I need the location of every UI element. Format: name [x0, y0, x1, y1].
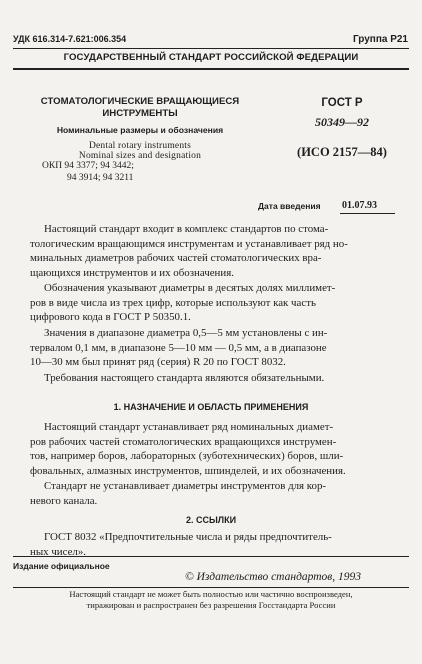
group-code: Группа Р21 — [352, 34, 408, 45]
text-line: тов, например боров, лабораторных (зуботехнических) боров, шли- — [30, 450, 344, 463]
header-rule-bottom — [13, 68, 409, 70]
standard-header: ГОСУДАРСТВЕННЫЙ СТАНДАРТ РОССИЙСКОЙ ФЕДЕРАЦИИ — [63, 52, 359, 63]
document-title-line1: СТОМАТОЛОГИЧЕСКИЕ ВРАЩАЮЩИЕСЯ — [40, 96, 240, 107]
english-title-line2: Nominal sizes and designation — [78, 151, 202, 161]
english-title-line1: Dental rotary instruments — [88, 141, 192, 151]
paragraph-ranges — [30, 326, 405, 370]
paragraph-requirements — [30, 371, 405, 386]
paragraph-references — [30, 530, 405, 559]
text-line: ров в виде числа из трех цифр, которые используют как часть — [30, 296, 316, 309]
paragraph-scope — [30, 222, 405, 281]
gost-label: ГОСТ Р — [321, 97, 363, 109]
gost-number: 50349—92 — [315, 115, 369, 129]
text-line: Значения в диапазоне диаметра 0,5—5 мм установлены с ин- — [44, 327, 328, 339]
copyright-note-line2: тиражирован и распространен без разрешения Госстандарта России — [86, 600, 336, 610]
paragraph-designations — [30, 281, 405, 325]
intro-date-underline — [340, 213, 395, 214]
document-subtitle: Номинальные размеры и обозначения — [56, 125, 224, 135]
text-line: тологическим вращающимся инструментам и устанавливает ряд но- — [30, 237, 348, 250]
intro-date-value: 01.07.93 — [342, 200, 377, 211]
publisher-copyright: © Издательство стандартов, 1993 — [185, 571, 362, 583]
udk-code: УДК 616.314-7.621:006.354 — [13, 34, 127, 44]
iso-reference: (ИСО 2157—84) — [297, 145, 387, 159]
footer-rule — [13, 556, 409, 557]
text-line: ных чисел». — [30, 545, 87, 558]
okp-codes-line1: ОКП 94 3377; 94 3442; — [42, 161, 134, 171]
paragraph-exclusion — [30, 479, 405, 508]
text-line: тервалом 0,1 мм, в диапазоне 5—10 мм — 0,5 мм, а в диапазоне — [30, 341, 327, 354]
text-line: фовальных, алмазных инструментов, шпинделей, и их обозначения. — [30, 465, 346, 478]
text-line: минальных диаметров рабочих частей стоматологических вра- — [30, 252, 322, 265]
okp-codes-line2: 94 3914; 94 3211 — [67, 173, 134, 183]
text-line: Настоящий стандарт устанавливает ряд номинальных диамет- — [44, 421, 334, 433]
document-title-line2: ИНСТРУМЕНТЫ — [102, 108, 178, 119]
footer-rule-2 — [13, 587, 409, 588]
text-line: ГОСТ 8032 «Предпочтительные числа и ряды предпочтитель- — [44, 531, 332, 543]
text-line: 10—30 мм был принят ряд (серия) R 20 по ГОСТ 8032. — [30, 356, 286, 369]
header-rule-top — [13, 48, 409, 49]
section-2-heading: 2. ССЫЛКИ — [185, 515, 237, 525]
text-line: Стандарт не устанавливает диаметры инструментов для кор- — [44, 480, 327, 492]
text-line: Требования настоящего стандарта являются обязательными. — [44, 372, 325, 384]
intro-date-label: Дата введения — [258, 201, 321, 211]
text-line: Настоящий стандарт входит в комплекс стандартов по стома- — [44, 223, 329, 235]
text-line: щающихся инструментов и их обозначения. — [30, 267, 234, 280]
text-line: ров рабочих частей стоматологических вращающихся инструмен- — [30, 435, 337, 448]
text-line: цифрового кода в ГОСТ Р 50350.1. — [30, 311, 191, 324]
official-edition-label: Издание официальное — [13, 561, 110, 571]
copyright-note-line1: Настоящий стандарт не может быть полностью или частично воспроизведен, — [69, 589, 353, 599]
paragraph-purpose — [30, 420, 405, 479]
text-line: невого канала. — [30, 494, 98, 507]
text-line: Обозначения указывают диаметры в десятых долях миллимет- — [44, 282, 336, 294]
section-1-heading: 1. НАЗНАЧЕНИЕ И ОБЛАСТЬ ПРИМЕНЕНИЯ — [113, 402, 309, 412]
